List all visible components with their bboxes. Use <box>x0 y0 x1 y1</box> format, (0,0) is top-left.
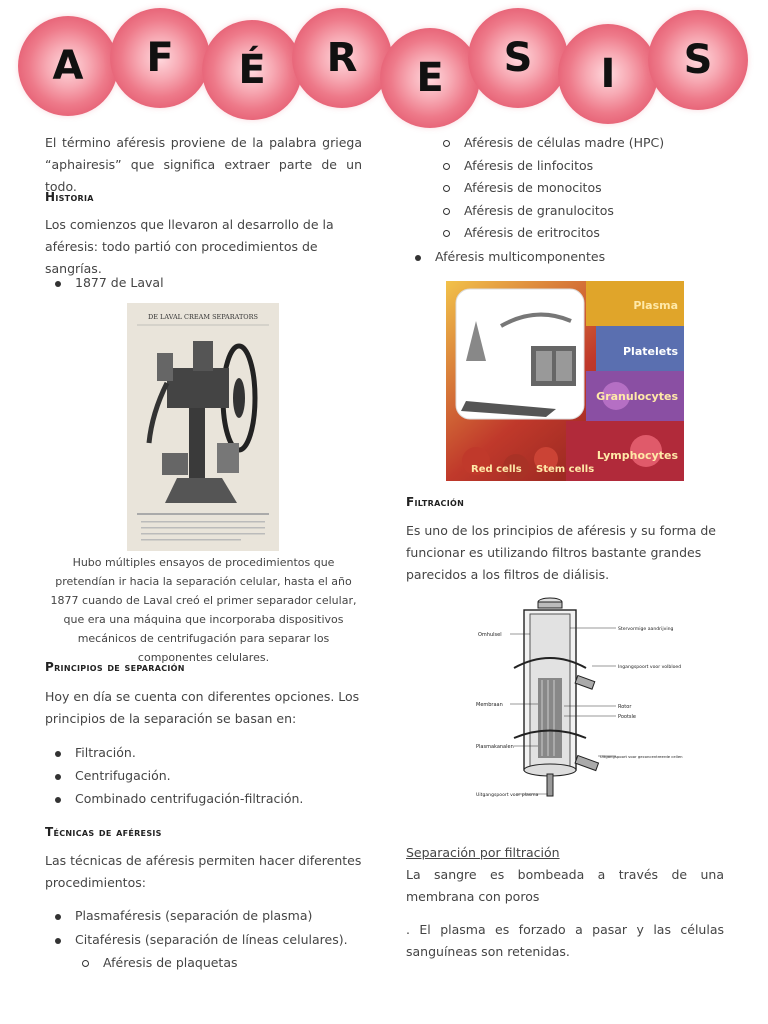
blood-components-image <box>446 281 684 481</box>
banner-cell <box>110 8 210 108</box>
label-granulocytes: Granulocytes <box>596 390 678 403</box>
filtracion-heading: Filtración <box>406 495 465 509</box>
banner-letter: É <box>238 47 266 93</box>
list-item-label: Aféresis de eritrocitos <box>464 225 600 240</box>
banner-cell <box>18 16 118 116</box>
sub-list-item <box>443 156 593 176</box>
label-red-cells: Red cells <box>471 464 522 475</box>
bullet-icon <box>55 914 61 920</box>
list-item <box>55 766 171 786</box>
list-item-label: Aféresis de linfocitos <box>464 158 594 173</box>
banner-letter: I <box>600 51 616 97</box>
sub-list-item <box>443 223 600 243</box>
tecnicas-text: Las técnicas de aféresis permiten hacer diferentes procedimientos: <box>45 853 362 890</box>
bullet-icon <box>55 774 61 780</box>
sub-list-item <box>82 953 238 973</box>
diagram-label: Uitgangspoort voor geconcentreerde cellen <box>600 754 683 759</box>
list-item-label: Filtración. <box>75 745 136 760</box>
sub-list-item <box>443 178 602 198</box>
bullet-icon <box>55 797 61 803</box>
label-lymphocytes: Lymphocytes <box>596 449 678 462</box>
list-item <box>55 906 312 926</box>
diagram-label: Pootsle <box>618 714 636 720</box>
list-item-label: Aféresis multicomponentes <box>435 249 606 264</box>
tecnicas-heading: Técnicas de aféresis <box>45 825 162 839</box>
sub-list-item <box>443 133 664 153</box>
list-item-label: Aféresis de células madre (HPC) <box>464 135 665 150</box>
diagram-label: Ingangspoort voor volbloed <box>618 665 682 670</box>
label-stem-cells: Stem cells <box>536 464 595 475</box>
bullet-icon <box>415 255 421 261</box>
list-item-label: Centrifugación. <box>75 768 171 783</box>
label-platelets: Platelets <box>622 345 678 358</box>
banner-letter: S <box>503 35 533 81</box>
principios-text: Hoy en día se cuenta con diferentes opciones. Los principios de la separación se basan en: <box>45 689 360 726</box>
diagram-label: Membraan <box>476 702 503 708</box>
list-item-label: Combinado centrifugación-filtración. <box>75 791 304 806</box>
banner-letter: R <box>326 35 358 81</box>
list-item-label: Aféresis de granulocitos <box>464 203 614 218</box>
filtration-subheading: Separación por filtración <box>406 845 560 860</box>
historia-heading: Historia <box>45 190 94 204</box>
banner-cell <box>558 24 658 124</box>
bullet-ring-icon <box>443 185 450 192</box>
sub-list-item <box>443 201 614 221</box>
banner-letter: S <box>683 37 713 83</box>
laval-caption: Hubo múltiples ensayos de procedimientos que pretendían ir hacia la separación celular, hasta el año 1877 cuando de Laval creó el primer separador celular, que era una máquina que incorporaba dispositivos mecánicos de centrifugación para separar los componentes celulares. <box>50 556 357 664</box>
diagram-label: Uitgangspoort voor plasma <box>476 793 539 798</box>
figure-title: DE LAVAL CREAM SEPARATORS <box>148 313 258 321</box>
list-item <box>415 247 605 267</box>
laval-separator-image <box>127 303 279 551</box>
list-item <box>55 789 303 809</box>
list-item <box>55 743 136 763</box>
label-plasma: Plasma <box>633 299 678 312</box>
bullet-icon <box>55 751 61 757</box>
list-item-label: Plasmaféresis (separación de plasma) <box>75 908 313 923</box>
bullet-ring-icon <box>443 208 450 215</box>
banner-cell <box>380 28 480 128</box>
intro-text: El término aféresis proviene de la palabra griega “aphairesis” que significa extraer parte de un todo. <box>45 135 362 194</box>
banner-cell <box>292 8 392 108</box>
list-item <box>55 930 348 950</box>
bullet-icon <box>55 281 61 287</box>
bullet-ring-icon <box>443 140 450 147</box>
banner-cell <box>468 8 568 108</box>
list-item-label: 1877 de Laval <box>75 275 164 290</box>
filtracion-text: Es uno de los principios de aféresis y su forma de funcionar es utilizando filtros bastante grandes parecidos a los filtros de diálisis. <box>406 523 716 582</box>
diagram-label: Rotor <box>618 704 632 710</box>
diagram-label: Plasmakanalen <box>476 744 514 750</box>
banner-cell <box>202 20 302 120</box>
filter-diagram <box>474 588 683 810</box>
bullet-icon <box>55 938 61 944</box>
diagram-label: Omhulsel <box>478 632 502 638</box>
title-banner <box>0 0 768 135</box>
banner-letter: E <box>416 55 444 101</box>
list-item <box>55 273 164 293</box>
bullet-ring-icon <box>82 960 89 967</box>
banner-letter: F <box>146 35 174 81</box>
filtration-p1: La sangre es bombeada a través de una membrana con poros <box>406 867 724 904</box>
list-item-label: Aféresis de plaquetas <box>103 955 238 970</box>
principios-heading: Principios de separación <box>45 660 185 674</box>
banner-cell <box>648 10 748 110</box>
diagram-label: Stervormige aandrijving <box>618 627 674 632</box>
filtration-p2: . El plasma es forzado a pasar y las células sanguíneas son retenidas. <box>406 922 724 959</box>
bullet-ring-icon <box>443 163 450 170</box>
list-item-label: Citaféresis (separación de líneas celulares). <box>75 932 348 947</box>
bullet-ring-icon <box>443 230 450 237</box>
list-item-label: Aféresis de monocitos <box>464 180 602 195</box>
historia-text: Los comienzos que llevaron al desarrollo de la aféresis: todo partió con procedimientos de sangrías. <box>45 217 334 276</box>
banner-letter: A <box>52 43 84 89</box>
